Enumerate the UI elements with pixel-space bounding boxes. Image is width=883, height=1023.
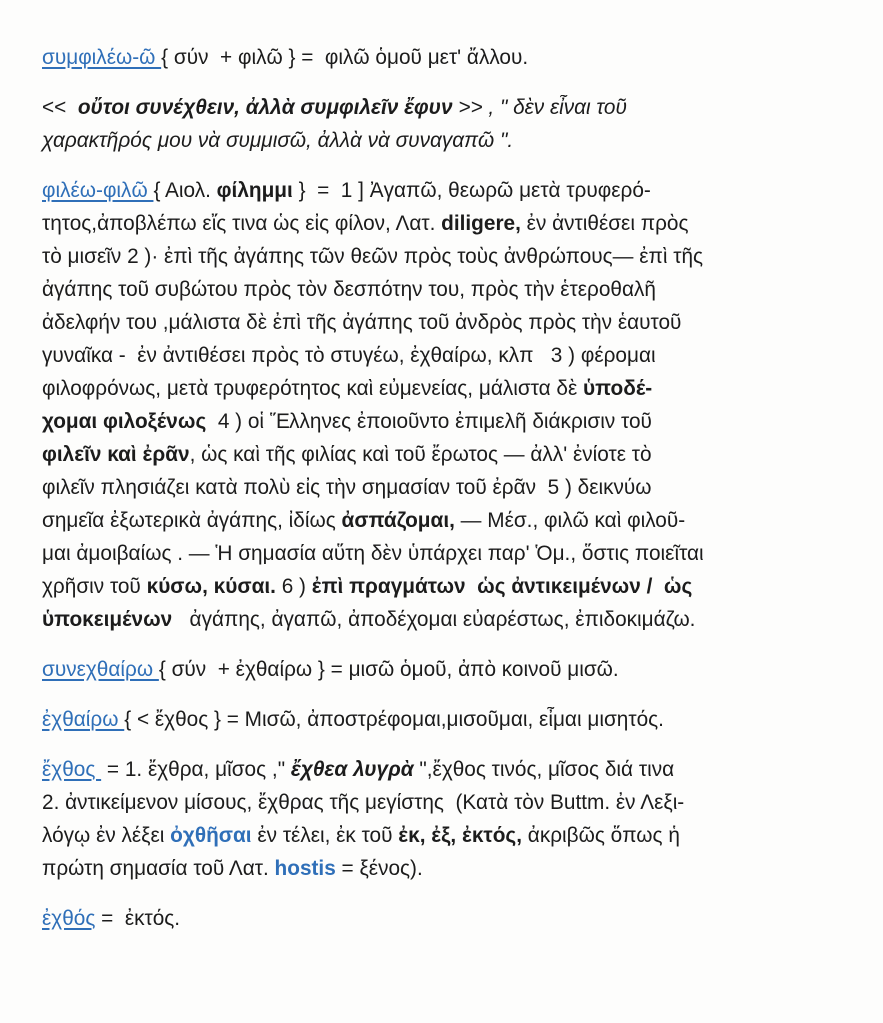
text-line [42,405,864,438]
italic-text: >> , " δὲν εἶναι τοῦ [452,96,627,119]
bold-text: κύσω, κύσαι. [146,575,276,598]
bold-text: ὑποδέ- [583,377,653,400]
bold-text: ἀσπάζομαι, [341,509,455,532]
text-line [42,438,864,471]
text: ἐν ἀντιθέσει πρὸς [520,212,689,235]
text-line [42,306,864,339]
text-line [42,91,864,124]
text-line [42,852,864,885]
bold-text: χομαι φιλοξένως [42,410,207,433]
headword-link[interactable]: φιλέω-φιλῶ [42,179,154,202]
bold-text: ἐκ, ἐξ, ἐκτός, [398,824,523,847]
text-line [42,753,864,786]
text: } = 1 ] Ἀγαπῶ, θεωρῶ μετὰ τρυφερό- [292,179,651,202]
text-line [42,273,864,306]
text: χρῆσιν τοῦ [42,575,147,598]
text-line [42,819,864,852]
text-line [42,537,864,570]
entry-echthairo [42,703,872,736]
text-line [42,339,864,372]
text: τητος,ἀποβλέπω εἴς τινα ὡς εἰς φίλον, Λατ. [42,212,442,235]
text-line [42,902,864,935]
text: ",ἔχθος τινός, μῖσος διά τινα [413,758,675,781]
text: ἐν τέλει, ἐκ τοῦ [251,824,399,847]
text: ἀδελφήν του ,μάλιστα δὲ ἐπὶ τῆς ἀγάπης τοῦ ἀνδρὸς πρὸς τὴν ἑαυτοῦ [42,311,682,334]
blue-text: hostis [274,857,336,880]
text: 6 ) [275,575,312,598]
text-line [42,207,864,240]
bold-text: φιλεῖν καὶ ἐρᾶν [42,443,190,466]
bold-text: φίλημμι [216,179,293,202]
entry-synechthairo [42,653,872,686]
dictionary-page [42,41,872,952]
text-line [42,703,864,736]
text: { σύν + ἐχθαίρω } = μισῶ ὁμοῦ, ἀπὸ κοινοῦ μισῶ. [158,658,619,681]
text: 4 ) οἱ Ἕλληνες ἐποιοῦντο ἐπιμελῆ διάκρισιν τοῦ [206,410,652,433]
text: { < ἔχθος } = Μισῶ, ἀποστρέφομαι,μισοῦμαι, εἶμαι μισητός. [124,708,664,731]
bold-text: diligere, [441,212,521,235]
text-line [42,603,864,636]
text: { σύν + φιλῶ } = φιλῶ ὁμοῦ μετ' ἄλλου. [161,46,529,69]
text: φιλεῖν πλησιάζει κατὰ πολὺ εἰς τὴν σημασίαν τοῦ ἐρᾶν 5 ) δεικνύω [42,476,652,499]
text-line [42,41,864,74]
text-line [42,372,864,405]
text: σημεῖα ἐξωτερικὰ ἀγάπης, ἰδίως [42,509,342,532]
text: , ὡς καὶ τῆς φιλίας καὶ τοῦ ἔρωτος — ἀλλ' ἐνίοτε τὸ [189,443,652,466]
bold-text: ὑποκειμένων [42,608,173,631]
bold-text: ἐπὶ πραγμάτων ὡς ἀντικειμένων / ὡς [311,575,693,598]
text: << [42,96,78,119]
text: = 1. ἔχθρα, μῖσος ," [101,758,291,781]
text: λόγῳ ἐν λέξει [42,824,171,847]
text-line [42,653,864,686]
bi-text: οὔτοι συνέχθειν, ἀλλὰ συμφιλεῖν ἔφυν [77,96,453,119]
text: τὸ μισεῖν 2 )· ἐπὶ τῆς ἀγάπης τῶν θεῶν πρὸς τοὺς ἀνθρώπους— ἐπὶ τῆς [42,245,704,268]
text: φιλοφρόνως, μετὰ τρυφερότητος καὶ εὐμενείας, μάλιστα δὲ [42,377,584,400]
entry-fileo [42,174,872,636]
text-line [42,240,864,273]
text: ἀκριβῶς ὅπως ἡ [522,824,680,847]
headword-link[interactable]: ἐχθαίρω [42,708,125,731]
text: 2. ἀντικείμενον μίσους, ἔχθρας τῆς μεγίστης (Κατὰ τὸν Buttm. ἐν Λεξι- [42,791,685,814]
text: = ἐκτός. [95,907,181,930]
text-line [42,471,864,504]
text-line [42,504,864,537]
headword-link[interactable]: ἐχθός [42,907,96,930]
italic-text: χαρακτῆρός μου νὰ συμμισῶ, ἀλλὰ νὰ συναγαπῶ ". [42,129,514,152]
text-line [42,124,864,157]
entry-echthos-noun [42,753,872,885]
blue-text: ὀχθῆσαι [170,824,252,847]
headword-link[interactable]: συμφιλέω-ῶ [42,46,162,69]
text: γυναῖκα - ἐν ἀντιθέσει πρὸς τὸ στυγέω, ἐχθαίρω, κλπ 3 ) φέρομαι [42,344,656,367]
text: ἀγάπης, ἀγαπῶ, ἀποδέχομαι εὐαρέστως, ἐπιδοκιμάζω. [172,608,696,631]
text: ἀγάπης τοῦ συβώτου πρὸς τὸν δεσπότην του, πρὸς τὴν ἑτεροθαλῆ [42,278,656,301]
headword-link[interactable]: συνεχθαίρω [42,658,159,681]
text: { Αιολ. [153,179,217,202]
headword-link[interactable]: ἔχθος [42,758,102,781]
entry-quote [42,91,872,157]
bi-text: ἔχθεα λυγρὰ [290,758,414,781]
text-line [42,570,864,603]
text-line [42,174,864,207]
text: = ξένος). [335,857,423,880]
text: — Μέσ., φιλῶ καὶ φιλοῦ- [454,509,686,532]
entry-symfileo [42,41,872,74]
text: πρώτη σημασία τοῦ Λατ. [42,857,275,880]
entry-echthos-adv [42,902,872,935]
text: μαι ἀμοιβαίως . — Ἡ σημασία αὕτη δὲν ὑπάρχει παρ' Ὁμ., ὅστις ποιεῖται [42,542,704,565]
text-line [42,786,864,819]
